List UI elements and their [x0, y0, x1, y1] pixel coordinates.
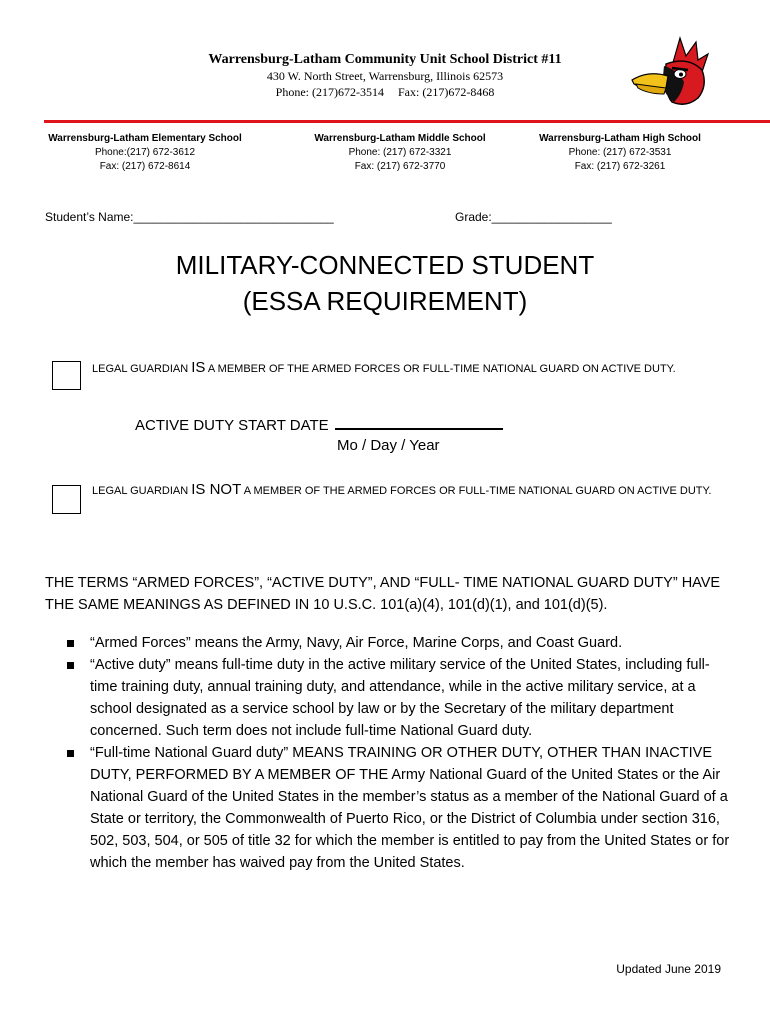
active-duty-start-date — [135, 414, 503, 434]
page-title — [0, 247, 770, 319]
guardian-is-member-label — [92, 359, 676, 376]
title-line-1: MILITARY-CONNECTED STUDENT — [175, 250, 595, 280]
school-name: Warrensburg-Latham High School — [539, 133, 701, 144]
school-phone: Phone: (217) 672-3321 — [348, 147, 452, 158]
grade-field[interactable]: Grade:__________________ — [455, 210, 612, 224]
list-item — [67, 654, 737, 742]
definition-text: “Armed Forces” means the Army, Navy, Air Force, Marine Corps, and Coast Guard. — [90, 635, 623, 651]
school-name: Warrensburg-Latham Middle School — [314, 133, 486, 144]
school-fax: Fax: (217) 672-3261 — [574, 161, 666, 172]
bullet-square-icon — [67, 640, 74, 647]
option-emphasis: IS — [191, 359, 206, 376]
list-item — [67, 632, 737, 654]
school-name: Warrensburg-Latham Elementary School — [48, 133, 242, 144]
guardian-is-not-member-checkbox[interactable] — [52, 485, 81, 514]
updated-date: Updated June 2019 — [616, 962, 721, 976]
guardian-is-member-checkbox[interactable] — [52, 361, 81, 390]
bullet-square-icon — [67, 662, 74, 669]
school-phone: Phone:(217) 672-3612 — [94, 147, 196, 158]
district-phone: Phone: (217)672-3514 — [275, 85, 384, 99]
district-fax: Fax: (217)672-8468 — [398, 85, 495, 99]
definitions-list — [67, 632, 737, 874]
definition-text: “Full-time National Guard duty” MEANS TRAINING OR OTHER DUTY, OTHER THAN INACTIVE DUTY, PERFORMED BY A MEMBER OF THE Army National Guard of the United States or the Air National Guard of the United States in the member’s status as a member of the National Guard of a State or territory, the Commonwealth of Puerto Rico, or the District of Columbia under section 316, 502, 503, 504, or 505 of title 32 for which the member is entitled to pay from the United States or for which the member has waived pay from the United States. — [90, 745, 730, 871]
bullet-square-icon — [67, 750, 74, 757]
terms-intro: THE TERMS “ARMED FORCES”, “ACTIVE DUTY”, AND “FULL- TIME NATIONAL GUARD DUTY” HAVE THE SAME MEANINGS AS DEFINED IN 10 U.S.C. 101(a)(4), 101(d)(1), and 101(d)(5). — [45, 575, 721, 613]
definition-text: “Active duty” means full-time duty in the active military service of the United States, including full-time training duty, annual training duty, and attendance, while in the active military service, at a school designated as a service school by law or by the Secretary of the military department concerned. Such term does not include full-time National Guard duty. — [90, 657, 710, 739]
school-phone: Phone: (217) 672-3531 — [568, 147, 672, 158]
district-address: 430 W. North Street, Warrensburg, Illinois 62573 — [266, 69, 504, 83]
list-item — [67, 742, 737, 874]
title-line-2: (ESSA REQUIREMENT) — [242, 286, 528, 316]
option-text: A MEMBER OF THE ARMED FORCES OR FULL-TIME NATIONAL GUARD ON ACTIVE DUTY. — [205, 363, 676, 375]
date-format-hint: Mo / Day / Year — [337, 437, 440, 454]
option-emphasis: IS NOT — [191, 481, 242, 498]
school-high — [535, 132, 705, 174]
header-divider — [44, 120, 770, 123]
student-name-field[interactable]: Student’s Name:______________________________ — [45, 210, 334, 224]
active-duty-date-input[interactable] — [335, 414, 503, 430]
option-prefix: LEGAL GUARDIAN — [92, 363, 192, 375]
guardian-is-not-member-label — [92, 480, 732, 501]
school-elementary — [45, 132, 245, 174]
school-fax: Fax: (217) 672-8614 — [99, 161, 191, 172]
option-text: A MEMBER OF THE ARMED FORCES OR FULL-TIME NATIONAL GUARD ON ACTIVE DUTY. — [241, 485, 712, 497]
district-name: Warrensburg-Latham Community Unit School District #11 — [208, 52, 562, 67]
school-middle — [305, 132, 495, 174]
option-prefix: LEGAL GUARDIAN — [92, 485, 192, 497]
active-duty-label: ACTIVE DUTY START DATE — [135, 417, 329, 434]
school-fax: Fax: (217) 672-3770 — [354, 161, 446, 172]
cardinal-mascot-icon — [628, 36, 710, 114]
